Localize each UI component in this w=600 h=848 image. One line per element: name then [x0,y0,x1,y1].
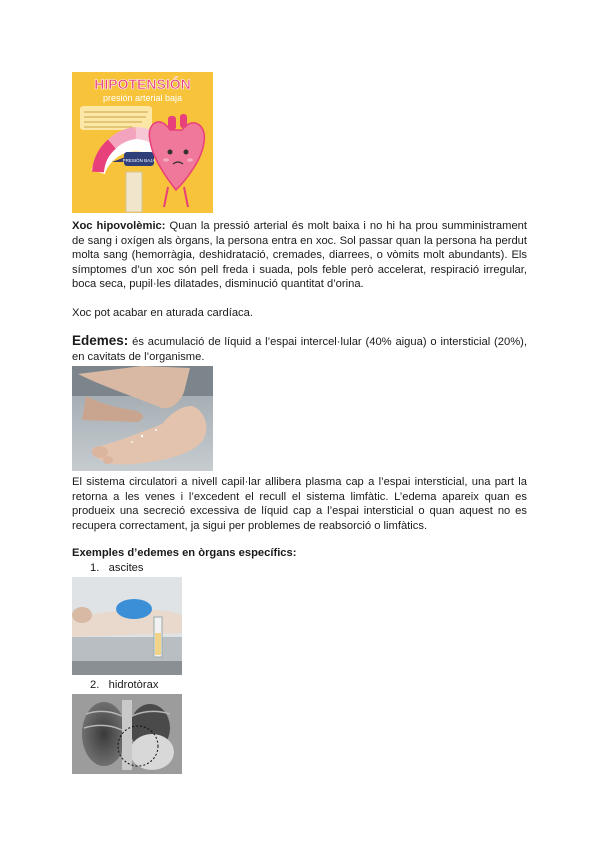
edema-term: Edemes: [72,333,129,348]
shock-text: Quan la pressió arterial és molt baixa i no hi ha prou sumministrament de sang i oxígen als òrgans, la persona entra en xoc. Sol passar quan la persona ha perdut molta sang (hemorràgia, deshidratació, cremades, diarrees, o vòmits molt abundants). Els símptomes d’un xoc són pell freda i suada, pols feble però accelerat, respiració irregular, boca seca, pupil·les dilatades, disminució quantitat d’orina. [72,220,527,291]
poster-subtitle: presión arterial baja [102,93,183,103]
examples-heading: Exemples d’edemes en òrgans específics: [72,547,297,559]
edema-paragraph [72,334,527,364]
list-item-hydrothorax [90,679,158,691]
poster-title: HIPOTENSIÓN [94,76,191,92]
list-number: 2. [90,679,100,691]
list-label: hidrotòrax [108,679,159,691]
edema-foot-photo [72,366,213,471]
hypotension-poster [72,72,213,213]
gauge-label: PRESIÓN BAJA [122,158,156,163]
edema-text: és acumulació de líquid a l’espai intercel·lular (40% aigua) o intersticial (20%), en cavitats de l’organisme. [72,336,527,363]
shock-note: Xoc pot acabar en aturada cardíaca. [72,307,253,319]
shock-term: Xoc hipovolèmic: [72,220,166,232]
list-number: 1. [90,562,100,574]
shock-paragraph [72,219,527,292]
hydrothorax-xray [72,694,182,774]
list-item-ascites [90,562,144,574]
edema-explanation: El sistema circulatori a nivell capil·lar allibera plasma cap a l’espai intersticial, una part la retorna a les venes i l’excedent el recull el sistema limfàtic. L’edema apareix quan es produeix una secreció excessiva de líquid cap a l’espai intersticial o quan aquest no es recupera correctament, ja sigui per problemes de reabsorció o limfàtics. [72,476,527,532]
ascites-photo [72,577,182,675]
list-label: ascites [108,562,144,574]
